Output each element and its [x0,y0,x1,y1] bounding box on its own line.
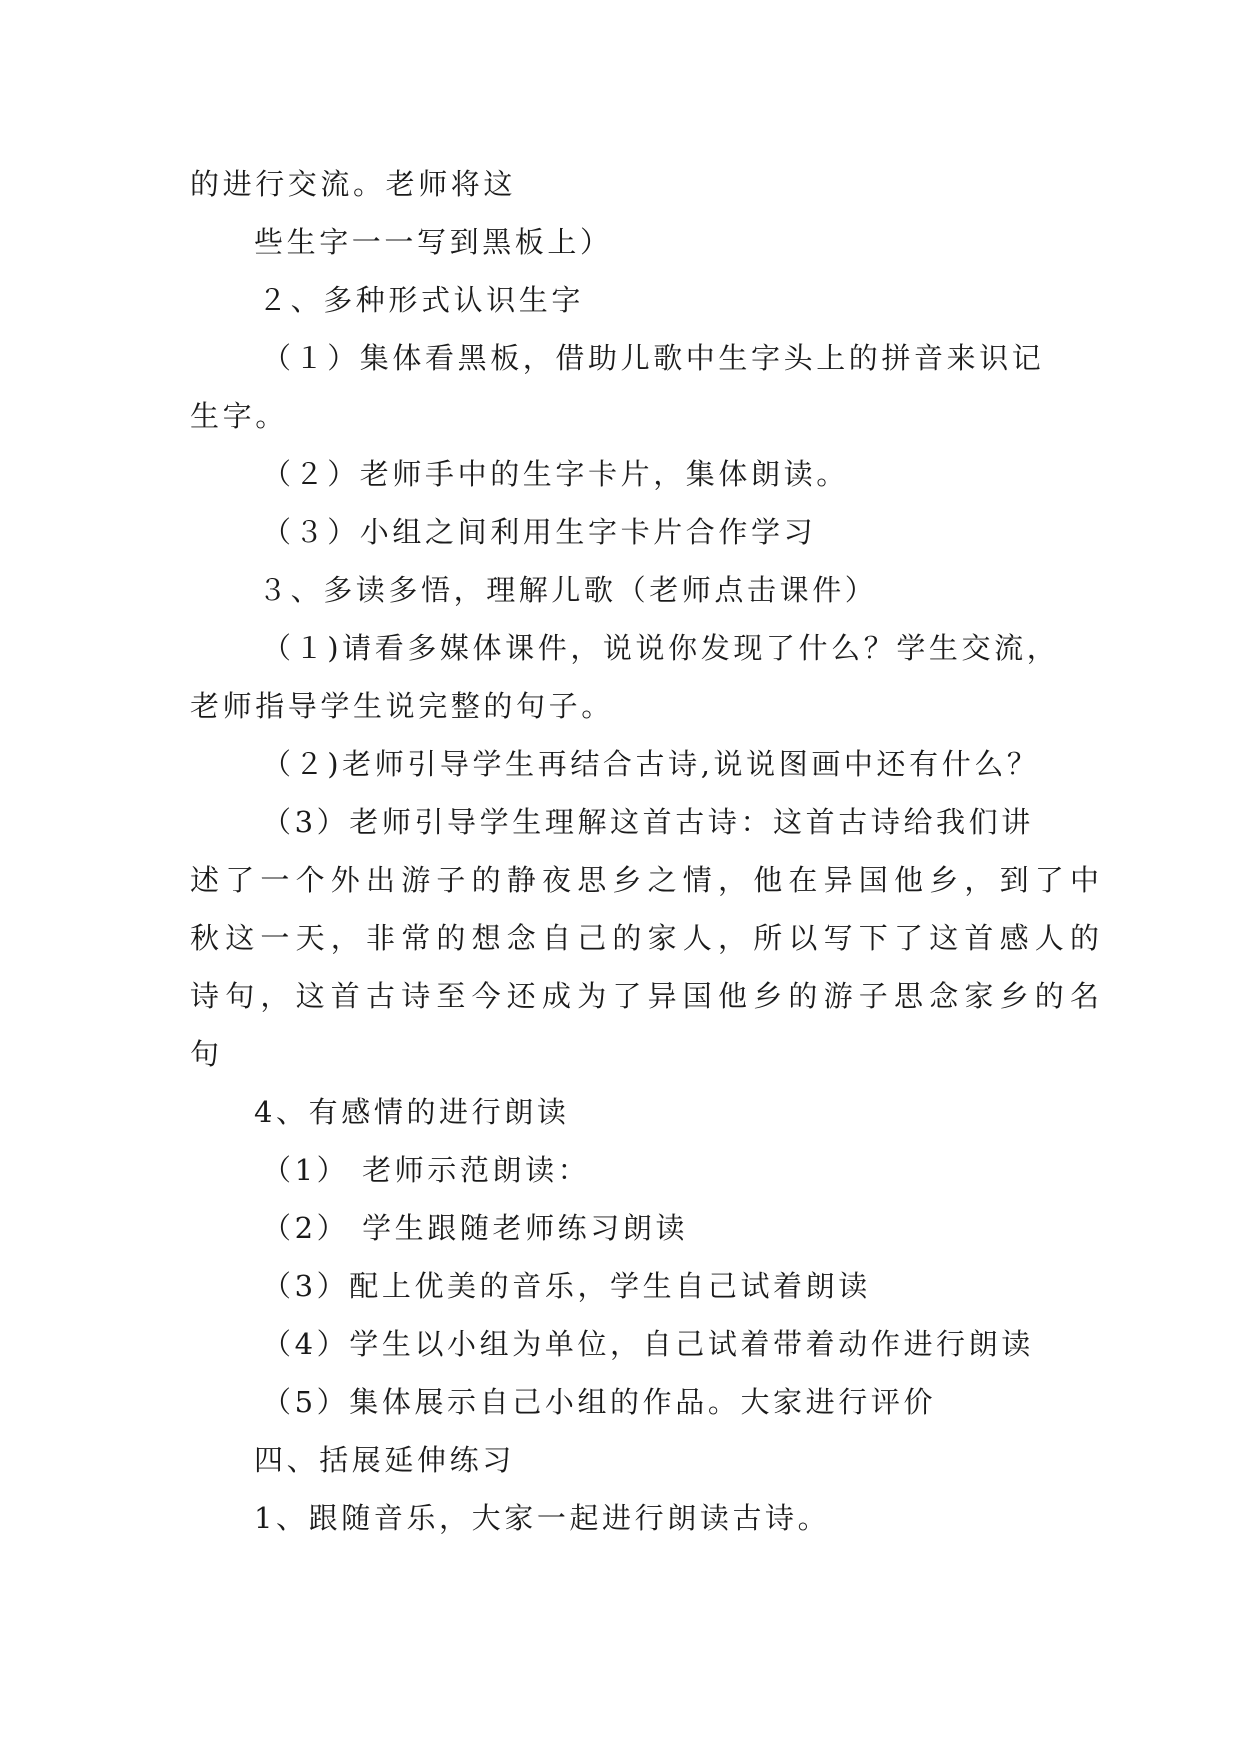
text-line-22: （5）集体展示自己小组的作品。大家进行评价 [262,1385,937,1419]
text-line-6: （２）老师手中的生字卡片，集体朗读。 [262,457,849,491]
text-line-16: 句 [190,1037,223,1071]
text-line-13: 述了一个外出游子的静夜思乡之情，他在异国他乡，到了中 [190,863,1106,897]
text-line-15: 诗句，这首古诗至今还成为了异国他乡的游子思念家乡的名 [190,979,1106,1013]
text-line-9: （１)请看多媒体课件，说说你发现了什么？学生交流， [262,631,1060,665]
text-line-4: （１）集体看黑板，借助儿歌中生字头上的拼音来识记 [262,341,1045,375]
text-line-11: （２)老师引导学生再结合古诗,说说图画中还有什么？ [262,747,1040,781]
text-line-1: 的进行交流。老师将这 [190,167,517,201]
text-line-14: 秋这一天，非常的想念自己的家人，所以写下了这首感人的 [190,921,1106,955]
text-line-7: （３）小组之间利用生字卡片合作学习 [262,515,817,549]
section-heading-3: ３、多读多悟，理解儿歌（老师点击课件） [258,573,878,607]
text-line-21: （4）学生以小组为单位，自己试着带着动作进行朗读 [262,1327,1034,1361]
section-heading-extension: 四、括展延伸练习 [254,1443,515,1477]
section-heading-4: 4、有感情的进行朗读 [254,1095,570,1129]
text-line-10: 老师指导学生说完整的句子。 [190,689,614,723]
text-line-19: （2） 学生跟随老师练习朗读 [262,1211,689,1245]
text-line-5: 生字。 [190,399,288,433]
section-heading-2: ２、多种形式认识生字 [258,283,585,317]
text-line-24: 1、跟随音乐，大家一起进行朗读古诗。 [254,1501,831,1535]
text-line-20: （3）配上优美的音乐，学生自己试着朗读 [262,1269,871,1303]
text-line-18: （1） 老师示范朗读： [262,1153,591,1187]
text-line-2: 些生字一一写到黑板上） [254,225,613,259]
text-line-12: （3）老师引导学生理解这首古诗：这首古诗给我们讲 [262,805,1034,839]
